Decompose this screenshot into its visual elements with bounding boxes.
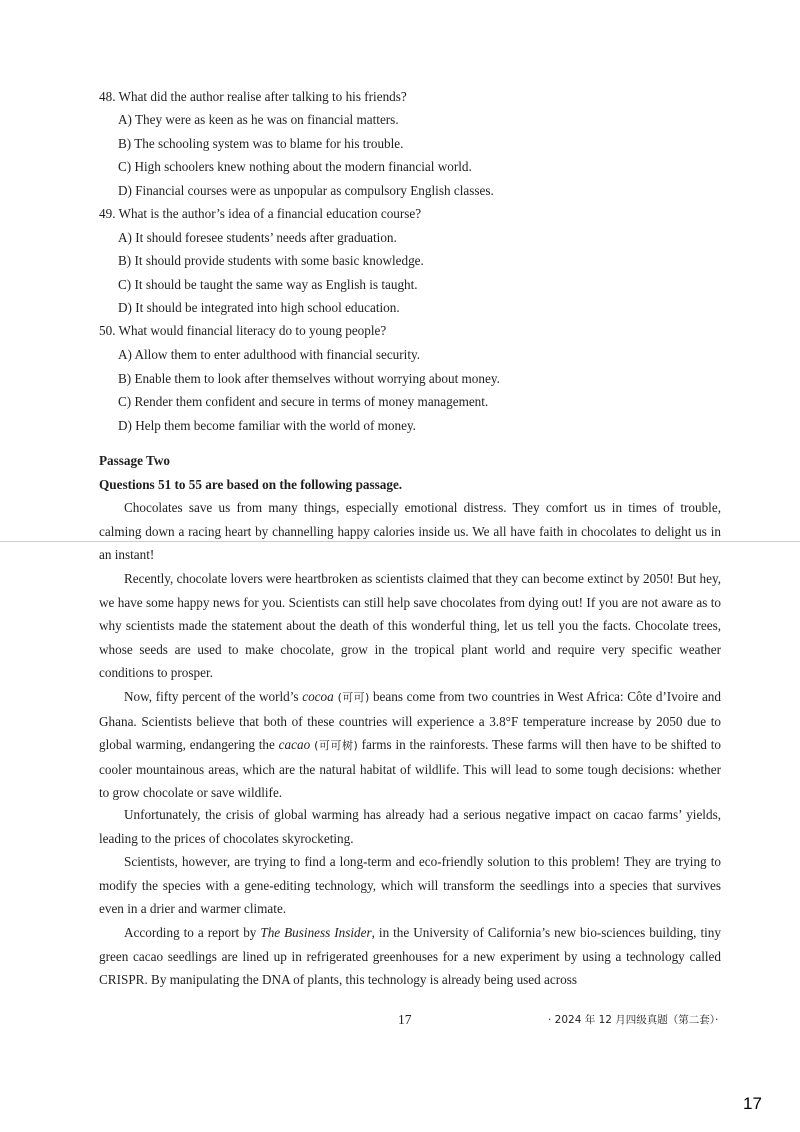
passage-paragraph-4: Unfortunately, the crisis of global warming has already had a serious negative impact on cacao farms’ yields, leading to the prices of chocolates skyrocketing. — [99, 807, 721, 846]
source-title: The Business Insider — [260, 925, 372, 940]
passage-paragraph-6 — [99, 921, 721, 992]
question-49-option-b: B) It should provide students with some basic knowledge. — [118, 253, 424, 268]
question-48-option-b: B) The schooling system was to blame for his trouble. — [118, 136, 404, 151]
question-49-option-c: C) It should be taught the same way as English is taught. — [118, 277, 418, 292]
question-48-option-d: D) Financial courses were as unpopular as compulsory English classes. — [118, 183, 494, 198]
question-50-stem: 50. What would financial literacy do to young people? — [99, 323, 387, 338]
question-50-option-a: A) Allow them to enter adulthood with financial security. — [118, 347, 421, 362]
footer-exam-label: · 2024 年 12 月四级真题（第二套）· — [548, 1014, 719, 1026]
page-number: 17 — [398, 1012, 412, 1027]
paragraph-3-text-a: Now, fifty percent of the world’s — [124, 689, 303, 704]
term-cocoa: cocoa — [302, 689, 334, 704]
question-49-option-d: D) It should be integrated into high school education. — [118, 300, 400, 315]
question-50-option-b: B) Enable them to look after themselves without worrying about money. — [118, 371, 500, 386]
corner-page-number: 17 — [743, 1094, 762, 1113]
scan-fold-line — [0, 541, 800, 542]
passage-paragraph-5: Scientists, however, are trying to find a long-term and eco-friendly solution to this problem! They are trying to modify the species with a gene-editing technology, which will transform the seedlings into a species that survives even in a drier and warmer climate. — [99, 854, 721, 917]
passage-title: Passage Two — [99, 453, 170, 468]
question-50-option-d: D) Help them become familiar with the world of money. — [118, 418, 416, 433]
question-48-stem: 48. What did the author realise after talking to his friends? — [99, 89, 407, 104]
question-49-option-a: A) It should foresee students’ needs after graduation. — [118, 230, 397, 245]
passage-instruction: Questions 51 to 55 are based on the following passage. — [99, 477, 403, 492]
paragraph-6-text-a: According to a report by — [124, 925, 261, 940]
question-48-option-a: A) They were as keen as he was on financial matters. — [118, 112, 399, 127]
paragraph-6-text-b: , in the University of California’s new bio-sciences building, tiny green cacao seedlings are lined up in refrigerated greenhouses for a new experiment by using a technology called CRISPR. By manipulating the DNA of plants, this technology is already being used across — [99, 925, 721, 988]
question-49-stem: 49. What is the author’s idea of a financial education course? — [99, 206, 422, 221]
gloss-cacao: (可可树) — [310, 739, 358, 753]
paragraph-3-text-b: beans come from two countries in West Africa: Côte d’Ivoire and Ghana. Scientists believe that both of these countries will experience a 3.8°F temperature increase by 2050 due to global warming, endangering the — [99, 689, 721, 753]
passage-paragraph-1: Chocolates save us from many things, especially emotional distress. They comfort us in times of trouble, calming down a racing heart by channelling happy calories inside us. We all have faith in chocolates to delight us in an instant! — [99, 500, 721, 563]
question-48-option-c: C) High schoolers knew nothing about the modern financial world. — [118, 159, 472, 174]
term-cacao: cacao — [278, 737, 311, 753]
passage-paragraph-3 — [99, 685, 721, 805]
gloss-cocoa: (可可) — [333, 691, 370, 704]
passage-paragraph-2: Recently, chocolate lovers were heartbroken as scientists claimed that they can become extinct by 2050! But hey, we have some happy news for you. Scientists can still help save chocolates from dying out! If you are not aware as to why scientists made the statement about the death of this wonderful thing, let us tell you the facts. Chocolate trees, whose seeds are used to make chocolate, grow in the tropical plant world and require very specific weather conditions to prosper. — [99, 571, 721, 681]
question-50-option-c: C) Render them confident and secure in terms of money management. — [118, 394, 489, 409]
paragraph-3-text-c: farms in the rainforests. These farms will then have to be shifted to cooler mountainous areas, which are the natural habitat of wildlife. This will lead to some tough decisions: whether to grow chocolate or save wildlife. — [99, 737, 721, 801]
